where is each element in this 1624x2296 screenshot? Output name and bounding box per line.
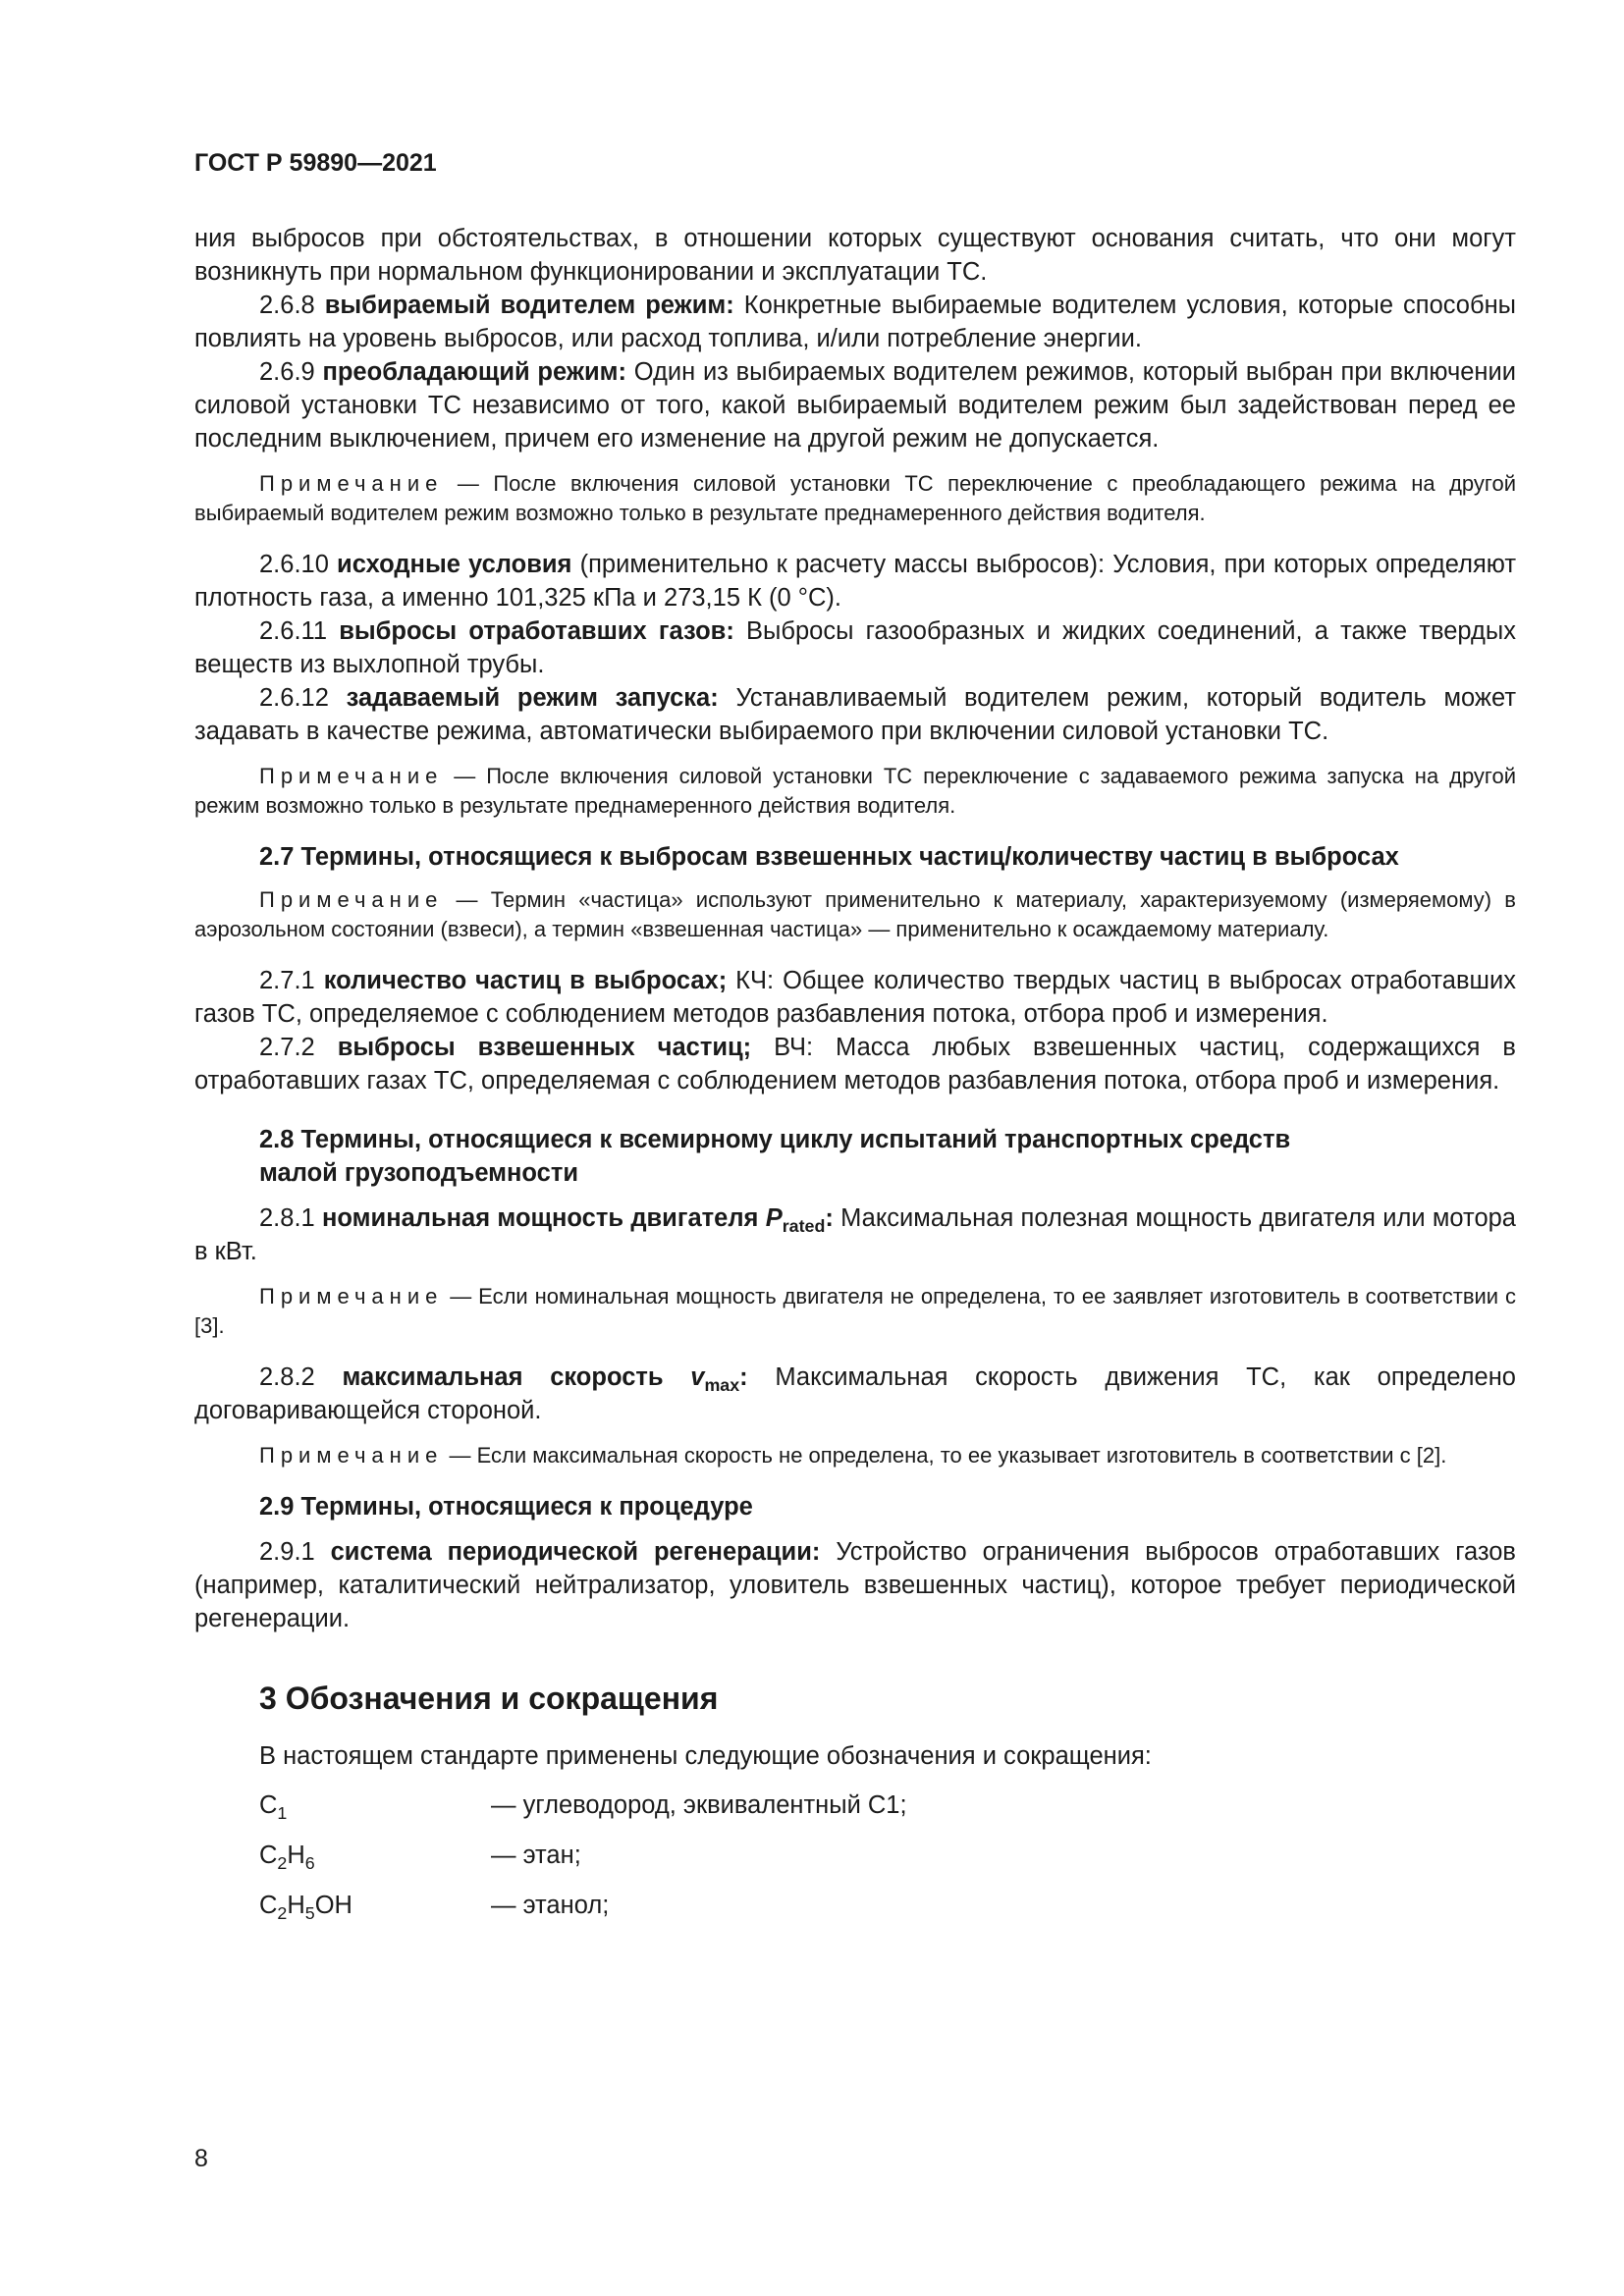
term-title: количество частиц в выбросах;: [323, 967, 728, 994]
term-2-9-1: 2.9.1 система периодической регенерации: Устройство ограничения выбросов отработавших газов (например, каталитический нейтрализатор, уловитель взвешенных частиц), которое требует периодической регенерации.: [194, 1538, 1516, 1632]
note-label: Примечание: [259, 1284, 444, 1308]
term-2-6-11: 2.6.11 выбросы отработавших газов: Выбросы газообразных и жидких соединений, а также твердых веществ из выхлопной трубы.: [194, 617, 1516, 678]
continued-paragraph: ния выбросов при обстоятельствах, в отношении которых существуют основания считать, что они могут возникнуть при нормальном функционировании и эксплуатации ТС.: [194, 225, 1516, 286]
note-4: Примечание — Если номинальная мощность двигателя не определена, то ее заявляет изготовитель в соответствии с [3].: [194, 1284, 1516, 1338]
symbol-code: $C_2H_6$: [259, 1842, 315, 1873]
subsection-heading-2-7: 2.7 Термины, относящиеся к выбросам взвешенных частиц/количеству частиц в выбросах: [259, 843, 1399, 871]
term-2-7-2: 2.7.2 выбросы взвешенных частиц; ВЧ: Масса любых взвешенных частиц, содержащихся в отработавших газах ТС, определяемая с соблюдением методов разбавления потока, отбора проб и измерения.: [194, 1034, 1516, 1095]
symbol-row: [194, 1839, 1516, 1872]
note-5: Примечание — Если максимальная скорость не определена, то ее указывает изготовитель в соответствии с [2].: [259, 1443, 1447, 1468]
term-2-6-9: 2.6.9 преобладающий режим: Один из выбираемых водителем режимов, который выбран при включении силовой установки ТС независимо от того, какой выбираемый водителем режим был задействован перед ее последним выключением, причем его изменение на другой режим не допускается.: [194, 358, 1516, 453]
term-2-6-12: 2.6.12 задаваемый режим запуска: Устанавливаемый водителем режим, который водитель может задавать в качестве режима, автоматически выбираемого при включении силовой установки ТС.: [194, 684, 1516, 745]
term-2-6-10: 2.6.10 исходные условия (применительно к расчету массы выбросов): Условия, при которых определяют плотность газа, а именно 101,325 кПа и 273,15 К (0 °С).: [194, 551, 1517, 612]
term-title: номинальная мощность двигателя $P_{rated}$:: [322, 1204, 834, 1236]
symbol-description: — этанол;: [491, 1892, 610, 1919]
term-title: преобладающий режим:: [322, 358, 626, 386]
page-body: [194, 222, 1516, 1939]
symbol-row: [194, 1789, 1516, 1822]
term-title: задаваемый режим запуска:: [346, 684, 719, 712]
term-title: выбираемый водителем режим:: [324, 292, 734, 319]
term-title: максимальная скорость $v_{max}$:: [342, 1363, 748, 1395]
note-label: Примечание: [259, 1443, 444, 1468]
section-3-intro: В настоящем стандарте применены следующие обозначения и сокращения:: [259, 1742, 1152, 1770]
section-3-title: 3 Обозначения и сокращения: [259, 1681, 719, 1716]
symbol-description: — этан;: [491, 1842, 581, 1869]
subsection-heading-2-9: 2.9 Термины, относящиеся к процедуре: [259, 1493, 753, 1521]
symbol-code: $C_1$: [259, 1791, 288, 1823]
term-title: выбросы взвешенных частиц;: [337, 1034, 752, 1061]
note-label: Примечание: [259, 764, 444, 788]
term-2-8-2: 2.8.2 максимальная скорость $v_{max}$: Максимальная скорость движения ТС, как определено договаривающейся стороной.: [194, 1363, 1516, 1424]
symbol-description: — углеводород, эквивалентный С1;: [491, 1791, 907, 1819]
note-label: Примечание: [259, 471, 444, 496]
term-2-8-1: 2.8.1 номинальная мощность двигателя $P_{rated}$: Максимальная полезная мощность двигателя или мотора в кВт.: [194, 1204, 1516, 1265]
term-title: система периодической регенерации:: [330, 1538, 821, 1566]
term-title: исходные условия: [337, 551, 572, 578]
subsection-heading-2-8: 2.8 Термины, относящиеся к всемирному циклу испытаний транспортных средств малой грузоподъемности: [259, 1126, 1291, 1187]
document-id-header: ГОСТ Р 59890—2021: [194, 149, 437, 177]
note-1: Примечание — После включения силовой установки ТС переключение с преобладающего режима на другой выбираемый водителем режим возможно только в результате преднамеренного действия водителя.: [194, 471, 1516, 525]
note-label: Примечание: [259, 887, 444, 912]
term-title: выбросы отработавших газов:: [339, 617, 734, 645]
symbol-row: [194, 1889, 1516, 1922]
symbol-code: $C_2H_5OH$: [259, 1892, 352, 1923]
term-2-6-8: 2.6.8 выбираемый водителем режим: Конкретные выбираемые водителем условия, которые способны повлиять на уровень выбросов, или расход топлива, и/или потребление энергии.: [194, 292, 1516, 352]
note-2: Примечание — После включения силовой установки ТС переключение с задаваемого режима запуска на другой режим возможно только в результате преднамеренного действия водителя.: [194, 764, 1516, 818]
page-number: 8: [194, 2145, 208, 2172]
term-2-7-1: 2.7.1 количество частиц в выбросах; КЧ: Общее количество твердых частиц в выбросах отработавших газов ТС, определяемое с соблюдением методов разбавления потока, отбора проб и измерения.: [194, 967, 1516, 1028]
note-3: Примечание — Термин «частица» используют применительно к материалу, характеризуемому (измеряемому) в аэрозольном состоянии (взвеси), а термин «взвешенная частица» — применительно к осаждаемому материалу.: [194, 887, 1516, 941]
